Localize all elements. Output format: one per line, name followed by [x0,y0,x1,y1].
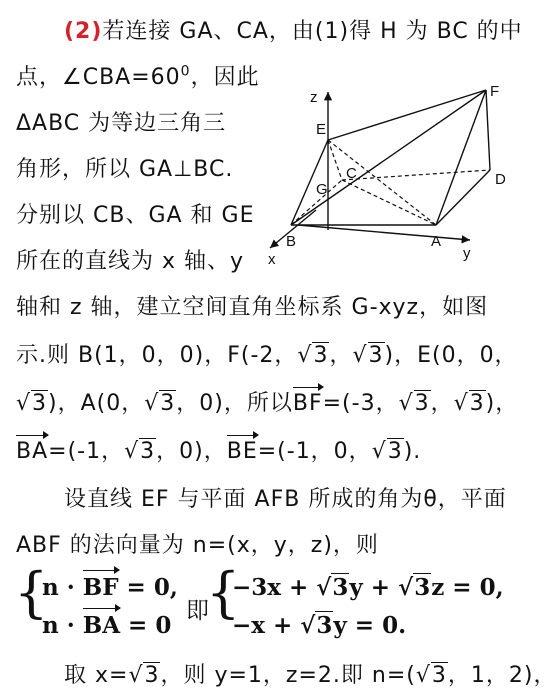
text-line-12: ABF 的法向量为 n=(x，y，z)，则 [16,533,379,558]
label-a: A [431,233,442,250]
text-line-9 [16,386,518,417]
line-2-text-b: ，因此 [190,65,260,90]
line-10-b: ，0)， [156,439,227,464]
label-y: y [463,245,471,262]
system-eq-1: n · BF = 0, [42,574,178,601]
y-axis [298,225,470,240]
line-9-e: )， [485,391,519,416]
text-line-8 [16,338,518,369]
text-line-5: 分别以 CB、GA 和 GE [16,203,255,228]
line-9-a: )，A(0， [48,391,145,416]
degree-sup: 0 [180,63,191,80]
sqrt-3: √3 [453,391,485,416]
label-b: B [286,233,297,250]
line-8-b: ， [329,343,353,368]
left-brace-2: { [206,561,241,624]
label-e: E [316,121,327,138]
text-line-2 [16,60,260,91]
sqrt-3: √3 [398,391,430,416]
ji-label: 即 [186,598,209,624]
text-line-11: 设直线 EF 与平面 AFB 所成的角为θ，平面 [64,487,507,512]
sqrt-3: √3 [144,391,176,416]
system-eq-2: n · BA = 0 [42,612,171,639]
label-z: z [310,89,318,106]
label-f: F [490,83,500,100]
text-line-15: 取 x=√3，则 y=1，z=2.即 n=(√3，1，2)， [64,663,556,688]
dash-ca [342,180,436,225]
edge-fd [486,90,490,170]
text-line-3: ΔABC 为等边三角三 [16,111,227,136]
label-x: x [268,251,276,268]
line-9-c: =(-3， [322,391,399,416]
line-1-text: 若连接 GA、CA，由(1)得 H 为 BC 的中 [102,19,523,44]
line-10-a: =(-1， [48,439,125,464]
sqrt-3: √3 [352,343,384,368]
part-number: (2) [64,19,103,44]
line-9-d: ， [430,391,454,416]
line-9-b: ，0)，所以 [176,391,293,416]
label-d: D [495,171,506,188]
vector-ba: BA [16,439,48,464]
text-line-6: 所在的直线为 x 轴、y [16,249,245,274]
dash-ea [328,140,436,225]
line-8-a: 示.则 B(1，0，0)，F(-2， [16,343,298,368]
edge-fa [436,90,486,225]
edge-da [436,170,490,225]
line-10-d: ). [403,439,422,464]
line-8-c: )，E(0，0， [384,343,518,368]
text-line-10 [16,434,421,465]
sqrt-3: √3 [124,439,156,464]
line-2-text: 点，∠CBA=60 [16,65,181,90]
label-c: C [346,165,357,182]
edge-ef [328,90,486,140]
vector-bf: BF [293,391,323,416]
line-10-c: =(-1，0， [257,439,372,464]
geometry-figure [258,80,518,275]
left-brace-1: { [14,561,49,624]
sqrt-3: √3 [371,439,403,464]
text-line-7: 轴和 z 轴，建立空间直角坐标系 G-xyz，如图 [16,295,489,320]
label-g: G [316,181,328,198]
sqrt-3: √3 [16,391,48,416]
system-eq-3: −3x + √3y + √3z = 0, [232,574,504,601]
text-line-4: 角形，所以 GA⊥BC. [16,157,234,182]
system-eq-4: −x + √3y = 0. [232,612,407,639]
sqrt-3: √3 [297,343,329,368]
text-line-1 [64,14,523,45]
vector-be: BE [227,439,258,464]
